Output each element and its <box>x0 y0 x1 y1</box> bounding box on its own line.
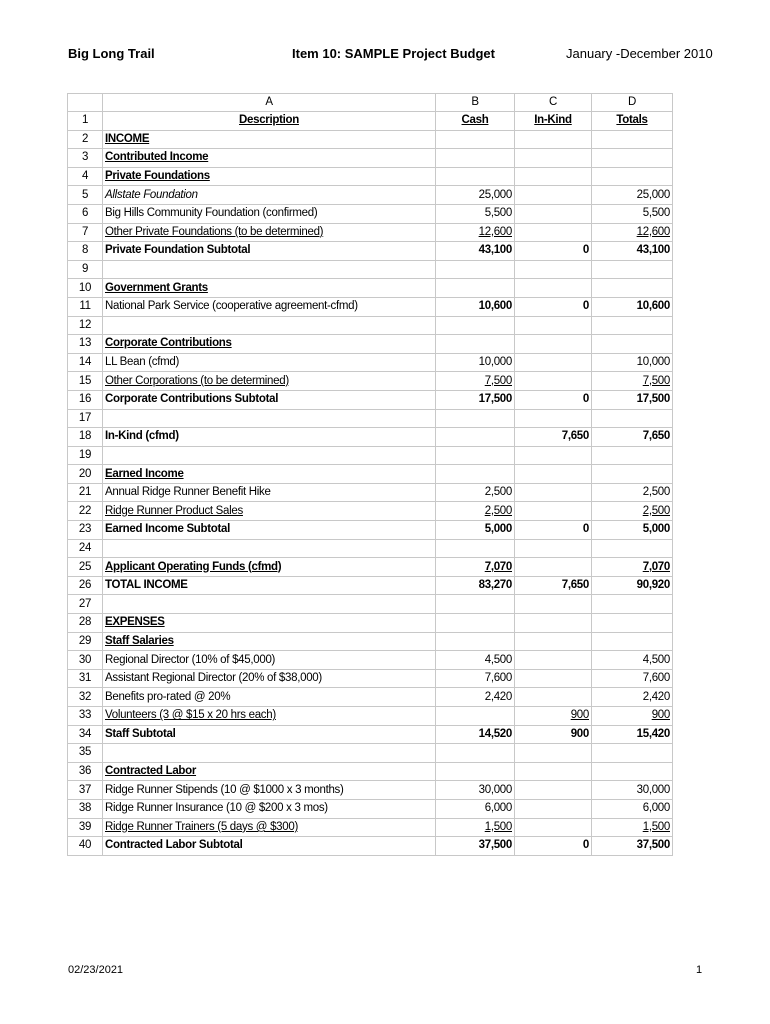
description-cell: Other Corporations (to be determined) <box>103 372 436 391</box>
description-cell <box>103 409 436 428</box>
inkind-cell <box>515 818 592 837</box>
table-row <box>68 428 673 447</box>
total-cell: 37,500 <box>592 837 673 856</box>
total-cell <box>592 632 673 651</box>
total-cell <box>592 762 673 781</box>
row-number: 24 <box>68 539 103 558</box>
row-number: 14 <box>68 353 103 372</box>
row-number: 26 <box>68 576 103 595</box>
row-number: 5 <box>68 186 103 205</box>
total-cell: 2,500 <box>592 483 673 502</box>
table-row <box>68 576 673 595</box>
row-number: 40 <box>68 837 103 856</box>
cash-cell <box>436 762 515 781</box>
row-number: 22 <box>68 502 103 521</box>
total-cell: 43,100 <box>592 242 673 261</box>
cash-cell <box>436 632 515 651</box>
description-cell: Contributed Income <box>103 149 436 168</box>
description-cell: Ridge Runner Insurance (10 @ $200 x 3 mos) <box>103 799 436 818</box>
table-row <box>68 669 673 688</box>
table-row <box>68 409 673 428</box>
inkind-cell <box>515 483 592 502</box>
cash-cell <box>436 409 515 428</box>
description-cell: Private Foundations <box>103 167 436 186</box>
total-cell: 2,500 <box>592 502 673 521</box>
total-cell <box>592 614 673 633</box>
total-cell <box>592 539 673 558</box>
row-number: 1 <box>68 112 103 131</box>
row-number: 35 <box>68 744 103 763</box>
description-cell: Staff Salaries <box>103 632 436 651</box>
description-cell: Ridge Runner Product Sales <box>103 502 436 521</box>
column-letter-c: C <box>515 94 592 112</box>
description-cell: Earned Income Subtotal <box>103 521 436 540</box>
inkind-cell <box>515 558 592 577</box>
column-header-row <box>68 94 673 112</box>
description-cell: Other Private Foundations (to be determined) <box>103 223 436 242</box>
total-cell: 10,000 <box>592 353 673 372</box>
row-number: 2 <box>68 130 103 149</box>
inkind-cell <box>515 130 592 149</box>
row-number: 29 <box>68 632 103 651</box>
cash-cell <box>436 614 515 633</box>
inkind-cell <box>515 279 592 298</box>
total-cell <box>592 446 673 465</box>
cash-cell: 5,500 <box>436 204 515 223</box>
table-row <box>68 614 673 633</box>
table-row <box>68 335 673 354</box>
inkind-cell <box>515 632 592 651</box>
table-row <box>68 223 673 242</box>
table-row <box>68 167 673 186</box>
description-cell: Regional Director (10% of $45,000) <box>103 651 436 670</box>
cash-cell: 30,000 <box>436 781 515 800</box>
description-cell: INCOME <box>103 130 436 149</box>
description-cell <box>103 539 436 558</box>
description-cell: Volunteers (3 @ $15 x 20 hrs each) <box>103 707 436 726</box>
table-row <box>68 725 673 744</box>
table-row <box>68 502 673 521</box>
row-number: 21 <box>68 483 103 502</box>
table-row <box>68 837 673 856</box>
cash-cell: 7,070 <box>436 558 515 577</box>
header-left-title: Big Long Trail <box>68 46 155 61</box>
cash-cell <box>436 595 515 614</box>
table-row <box>68 558 673 577</box>
inkind-cell <box>515 372 592 391</box>
column-title-totals: Totals <box>592 112 673 131</box>
total-cell <box>592 744 673 763</box>
description-cell: Annual Ridge Runner Benefit Hike <box>103 483 436 502</box>
inkind-cell: 0 <box>515 521 592 540</box>
inkind-cell <box>515 446 592 465</box>
column-letter-b: B <box>436 94 515 112</box>
inkind-cell <box>515 167 592 186</box>
description-cell: Corporate Contributions <box>103 335 436 354</box>
description-cell <box>103 446 436 465</box>
cash-cell: 10,600 <box>436 297 515 316</box>
table-row <box>68 521 673 540</box>
inkind-cell: 0 <box>515 837 592 856</box>
cash-cell <box>436 260 515 279</box>
inkind-cell <box>515 762 592 781</box>
total-cell: 900 <box>592 707 673 726</box>
description-cell: Ridge Runner Trainers (5 days @ $300) <box>103 818 436 837</box>
cash-cell: 17,500 <box>436 390 515 409</box>
cash-cell <box>436 130 515 149</box>
cash-cell: 83,270 <box>436 576 515 595</box>
table-row <box>68 483 673 502</box>
total-cell: 7,600 <box>592 669 673 688</box>
description-cell: Corporate Contributions Subtotal <box>103 390 436 409</box>
table-row <box>68 799 673 818</box>
total-cell: 10,600 <box>592 297 673 316</box>
inkind-cell <box>515 781 592 800</box>
description-cell <box>103 260 436 279</box>
table-row <box>68 130 673 149</box>
table-row <box>68 651 673 670</box>
row-number: 31 <box>68 669 103 688</box>
row-number: 19 <box>68 446 103 465</box>
row-number: 25 <box>68 558 103 577</box>
cash-cell <box>436 446 515 465</box>
table-row <box>68 353 673 372</box>
row-number: 8 <box>68 242 103 261</box>
inkind-cell <box>515 688 592 707</box>
cash-cell: 2,500 <box>436 502 515 521</box>
footer-page-number: 1 <box>696 964 703 976</box>
table-row <box>68 186 673 205</box>
total-cell: 1,500 <box>592 818 673 837</box>
total-cell <box>592 260 673 279</box>
total-cell: 5,000 <box>592 521 673 540</box>
description-cell: Government Grants <box>103 279 436 298</box>
table-row <box>68 744 673 763</box>
inkind-cell <box>515 149 592 168</box>
total-cell: 2,420 <box>592 688 673 707</box>
cash-cell <box>436 149 515 168</box>
total-cell <box>592 149 673 168</box>
total-cell <box>592 595 673 614</box>
inkind-cell <box>515 409 592 428</box>
row-number: 18 <box>68 428 103 447</box>
row-number: 10 <box>68 279 103 298</box>
description-cell: Assistant Regional Director (20% of $38,000) <box>103 669 436 688</box>
inkind-cell <box>515 799 592 818</box>
table-row <box>68 149 673 168</box>
inkind-cell <box>515 223 592 242</box>
inkind-cell <box>515 744 592 763</box>
column-letter-d: D <box>592 94 673 112</box>
cash-cell: 10,000 <box>436 353 515 372</box>
total-cell <box>592 167 673 186</box>
table-row <box>68 539 673 558</box>
inkind-cell <box>515 204 592 223</box>
description-cell: Benefits pro-rated @ 20% <box>103 688 436 707</box>
total-cell: 7,070 <box>592 558 673 577</box>
inkind-cell <box>515 186 592 205</box>
description-cell: National Park Service (cooperative agreement-cfmd) <box>103 297 436 316</box>
table-row <box>68 688 673 707</box>
cash-cell: 2,500 <box>436 483 515 502</box>
table-row <box>68 372 673 391</box>
row-number: 6 <box>68 204 103 223</box>
total-cell: 5,500 <box>592 204 673 223</box>
cash-cell <box>436 707 515 726</box>
description-cell: TOTAL INCOME <box>103 576 436 595</box>
cash-cell <box>436 465 515 484</box>
inkind-cell <box>515 502 592 521</box>
table-row <box>68 316 673 335</box>
row-number: 12 <box>68 316 103 335</box>
description-cell <box>103 595 436 614</box>
description-cell: In-Kind (cfmd) <box>103 428 436 447</box>
cash-cell <box>436 335 515 354</box>
description-cell: LL Bean (cfmd) <box>103 353 436 372</box>
total-cell <box>592 465 673 484</box>
description-cell <box>103 316 436 335</box>
column-letter-a: A <box>103 94 436 112</box>
footer-print-date: 02/23/2021 <box>68 964 124 976</box>
row-number: 38 <box>68 799 103 818</box>
inkind-cell: 900 <box>515 725 592 744</box>
row-number: 3 <box>68 149 103 168</box>
total-cell <box>592 130 673 149</box>
cash-cell: 1,500 <box>436 818 515 837</box>
total-cell: 7,650 <box>592 428 673 447</box>
inkind-cell <box>515 614 592 633</box>
row-number: 15 <box>68 372 103 391</box>
row-number: 17 <box>68 409 103 428</box>
row-number: 33 <box>68 707 103 726</box>
table-row <box>68 632 673 651</box>
header-date-range: January -December 2010 <box>566 46 713 61</box>
total-cell: 15,420 <box>592 725 673 744</box>
inkind-cell: 7,650 <box>515 576 592 595</box>
inkind-cell <box>515 669 592 688</box>
column-title-description: Description <box>103 112 436 131</box>
total-cell: 17,500 <box>592 390 673 409</box>
table-row <box>68 260 673 279</box>
total-cell: 12,600 <box>592 223 673 242</box>
column-title-cash: Cash <box>436 112 515 131</box>
description-cell: Contracted Labor <box>103 762 436 781</box>
row-number: 28 <box>68 614 103 633</box>
row-number: 9 <box>68 260 103 279</box>
description-cell <box>103 744 436 763</box>
table-row <box>68 242 673 261</box>
total-cell <box>592 279 673 298</box>
table-row <box>68 465 673 484</box>
row-number: 39 <box>68 818 103 837</box>
row-number: 23 <box>68 521 103 540</box>
row-number: 20 <box>68 465 103 484</box>
row-number: 7 <box>68 223 103 242</box>
inkind-cell <box>515 353 592 372</box>
description-cell: Staff Subtotal <box>103 725 436 744</box>
total-cell: 30,000 <box>592 781 673 800</box>
total-cell: 7,500 <box>592 372 673 391</box>
inkind-cell <box>515 260 592 279</box>
cash-cell <box>436 316 515 335</box>
cash-cell: 43,100 <box>436 242 515 261</box>
total-cell: 4,500 <box>592 651 673 670</box>
description-cell: Ridge Runner Stipends (10 @ $1000 x 3 months) <box>103 781 436 800</box>
cash-cell: 25,000 <box>436 186 515 205</box>
table-row <box>68 595 673 614</box>
cash-cell <box>436 744 515 763</box>
cash-cell: 7,500 <box>436 372 515 391</box>
cash-cell: 14,520 <box>436 725 515 744</box>
row-number: 30 <box>68 651 103 670</box>
cash-cell <box>436 539 515 558</box>
title-row <box>68 112 673 131</box>
row-number-blank <box>68 94 103 112</box>
row-number: 11 <box>68 297 103 316</box>
row-number: 36 <box>68 762 103 781</box>
inkind-cell <box>515 335 592 354</box>
total-cell <box>592 316 673 335</box>
inkind-cell <box>515 316 592 335</box>
description-cell: Earned Income <box>103 465 436 484</box>
row-number: 16 <box>68 390 103 409</box>
cash-cell: 37,500 <box>436 837 515 856</box>
inkind-cell: 7,650 <box>515 428 592 447</box>
cash-cell <box>436 279 515 298</box>
table-row <box>68 707 673 726</box>
table-row <box>68 762 673 781</box>
row-number: 13 <box>68 335 103 354</box>
table-row <box>68 446 673 465</box>
header-center-title: Item 10: SAMPLE Project Budget <box>292 46 495 61</box>
total-cell <box>592 409 673 428</box>
description-cell: EXPENSES <box>103 614 436 633</box>
description-cell: Applicant Operating Funds (cfmd) <box>103 558 436 577</box>
table-row <box>68 390 673 409</box>
table-row <box>68 781 673 800</box>
row-number: 34 <box>68 725 103 744</box>
row-number: 27 <box>68 595 103 614</box>
cash-cell: 12,600 <box>436 223 515 242</box>
inkind-cell <box>515 651 592 670</box>
inkind-cell <box>515 539 592 558</box>
column-title-inkind: In-Kind <box>515 112 592 131</box>
cash-cell: 5,000 <box>436 521 515 540</box>
table-row <box>68 204 673 223</box>
budget-table <box>67 93 673 856</box>
total-cell: 90,920 <box>592 576 673 595</box>
cash-cell: 7,600 <box>436 669 515 688</box>
inkind-cell: 0 <box>515 390 592 409</box>
inkind-cell: 0 <box>515 297 592 316</box>
cash-cell: 4,500 <box>436 651 515 670</box>
total-cell: 6,000 <box>592 799 673 818</box>
row-number: 4 <box>68 167 103 186</box>
cash-cell <box>436 428 515 447</box>
cash-cell: 6,000 <box>436 799 515 818</box>
inkind-cell <box>515 465 592 484</box>
inkind-cell: 0 <box>515 242 592 261</box>
total-cell: 25,000 <box>592 186 673 205</box>
cash-cell: 2,420 <box>436 688 515 707</box>
description-cell: Big Hills Community Foundation (confirmed) <box>103 204 436 223</box>
total-cell <box>592 335 673 354</box>
description-cell: Allstate Foundation <box>103 186 436 205</box>
row-number: 32 <box>68 688 103 707</box>
row-number: 37 <box>68 781 103 800</box>
description-cell: Contracted Labor Subtotal <box>103 837 436 856</box>
table-row <box>68 818 673 837</box>
inkind-cell <box>515 595 592 614</box>
description-cell: Private Foundation Subtotal <box>103 242 436 261</box>
table-row <box>68 297 673 316</box>
cash-cell <box>436 167 515 186</box>
table-row <box>68 279 673 298</box>
inkind-cell: 900 <box>515 707 592 726</box>
